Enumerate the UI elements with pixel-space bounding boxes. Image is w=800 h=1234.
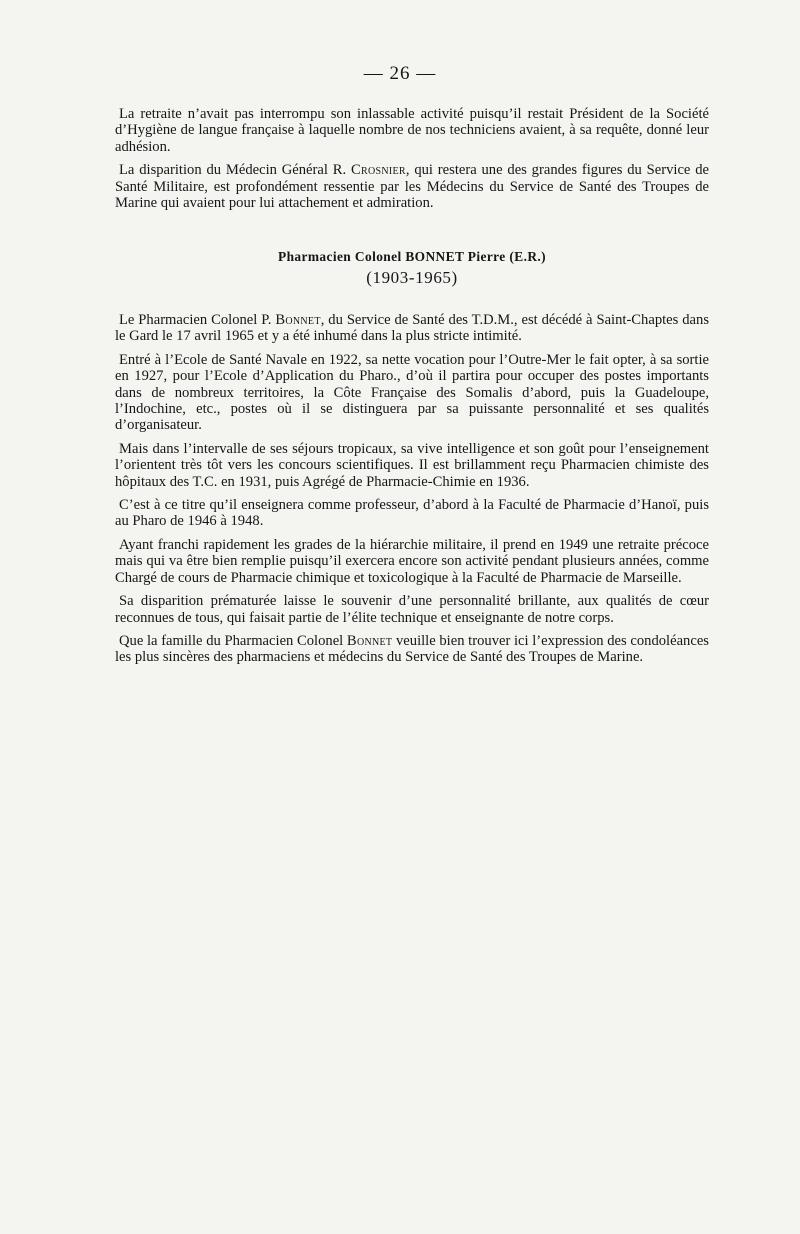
intro-section xyxy=(115,106,709,218)
obituary-body xyxy=(115,312,709,673)
obituary-title: Pharmacien Colonel BONNET Pierre (E.R.) xyxy=(277,249,546,264)
intro-paragraph-2 xyxy=(115,162,709,211)
obit-p1-after: , du Service de Santé des T.D.M., est décédé à Saint-Chaptes dans le Gard le 17 avril 1965 et y a été inhumé dans la plus stricte intimité. xyxy=(115,312,709,345)
obit-p2-text: Entré à l’Ecole de Santé Navale en 1922, sa nette vocation pour l’Outre-Mer le fait opter, à sa sortie en 1927, pour l’Ecole d’Application du Pharo., d’où il partira pour occuper des postes importants dans de nombreux territoires, la Côte Française des Somalis d’abord, puis la Guadeloupe, l’Indochine, etc., postes où il se distinguera par sa puissante personnalité et ses qualités d’organisateur. xyxy=(115,351,709,434)
obituary-dates: (1903-1965) xyxy=(366,268,458,287)
obit-p7-after: veuille bien trouver ici l’expression des condoléances les plus sincères des pharmaciens et médecins du Service de Santé des Troupes de Marine. xyxy=(115,632,709,666)
intro-paragraph-1 xyxy=(115,106,709,155)
obit-p5-text: Ayant franchi rapidement les grades de la hiérarchie militaire, il prend en 1949 une retraite précoce mais qui va être bien remplie puisqu’il exercera encore son activité pendant plusieurs années, comme Chargé de cours de Pharmacie chimique et toxicologique à la Faculté de Pharmacie de Marseille. xyxy=(115,536,709,586)
obit-p7-before: Que la famille du Pharmacien Colonel xyxy=(119,632,347,649)
intro-p2-after: , qui restera une des grandes figures du Service de Santé Militaire, est profondément ressentie par les Médecins du Service de Santé des Troupes de Marine qui avaient pour lui attachement et admiration. xyxy=(115,162,709,212)
obit-p4-text: C’est à ce titre qu’il enseignera comme professeur, d’abord à la Faculté de Pharmacie d’Hanoï, puis au Pharo de 1946 à 1948. xyxy=(115,497,709,530)
person-name-crosnier: Crosnier xyxy=(350,162,406,179)
obituary-paragraph-1 xyxy=(115,312,709,345)
obituary-paragraph-5 xyxy=(115,537,709,586)
intro-p1-text: La retraite n’avait pas interrompu son inlassable activité puisqu’il restait Président de la Société d’Hygiène de langue française à laquelle nombre de nos techniciens avaient, à sa requête, donné leur adhésion. xyxy=(115,106,709,155)
page-number: — 26 — xyxy=(363,63,437,84)
obituary-paragraph-6 xyxy=(115,593,709,626)
person-name-bonnet-2: Bonnet xyxy=(346,632,393,649)
intro-p2-before: La disparition du Médecin Général R. xyxy=(119,162,351,179)
person-name-bonnet: Bonnet xyxy=(275,312,321,328)
obit-p6-text: Sa disparition prématurée laisse le souvenir d’une personnalité brillante, aux qualités de cœur reconnues de tous, qui faisait partie de l’élite technique et enseignante de notre corps. xyxy=(115,593,709,626)
obituary-paragraph-4 xyxy=(115,497,709,530)
obituary-paragraph-7 xyxy=(115,633,709,666)
obit-p3-text: Mais dans l’intervalle de ses séjours tropicaux, sa vive intelligence et son goût pour l’enseignement l’orientent très tôt vers les concours scientifiques. Il est brillamment reçu Pharmacien chimiste des hôpitaux des T.C. en 1931, puis Agrégé de Pharmacie-Chimie en 1936. xyxy=(115,440,709,490)
obituary-paragraph-2 xyxy=(115,352,709,434)
obituary-paragraph-3 xyxy=(115,441,709,490)
obit-p1-before: Le Pharmacien Colonel P. xyxy=(119,312,276,328)
